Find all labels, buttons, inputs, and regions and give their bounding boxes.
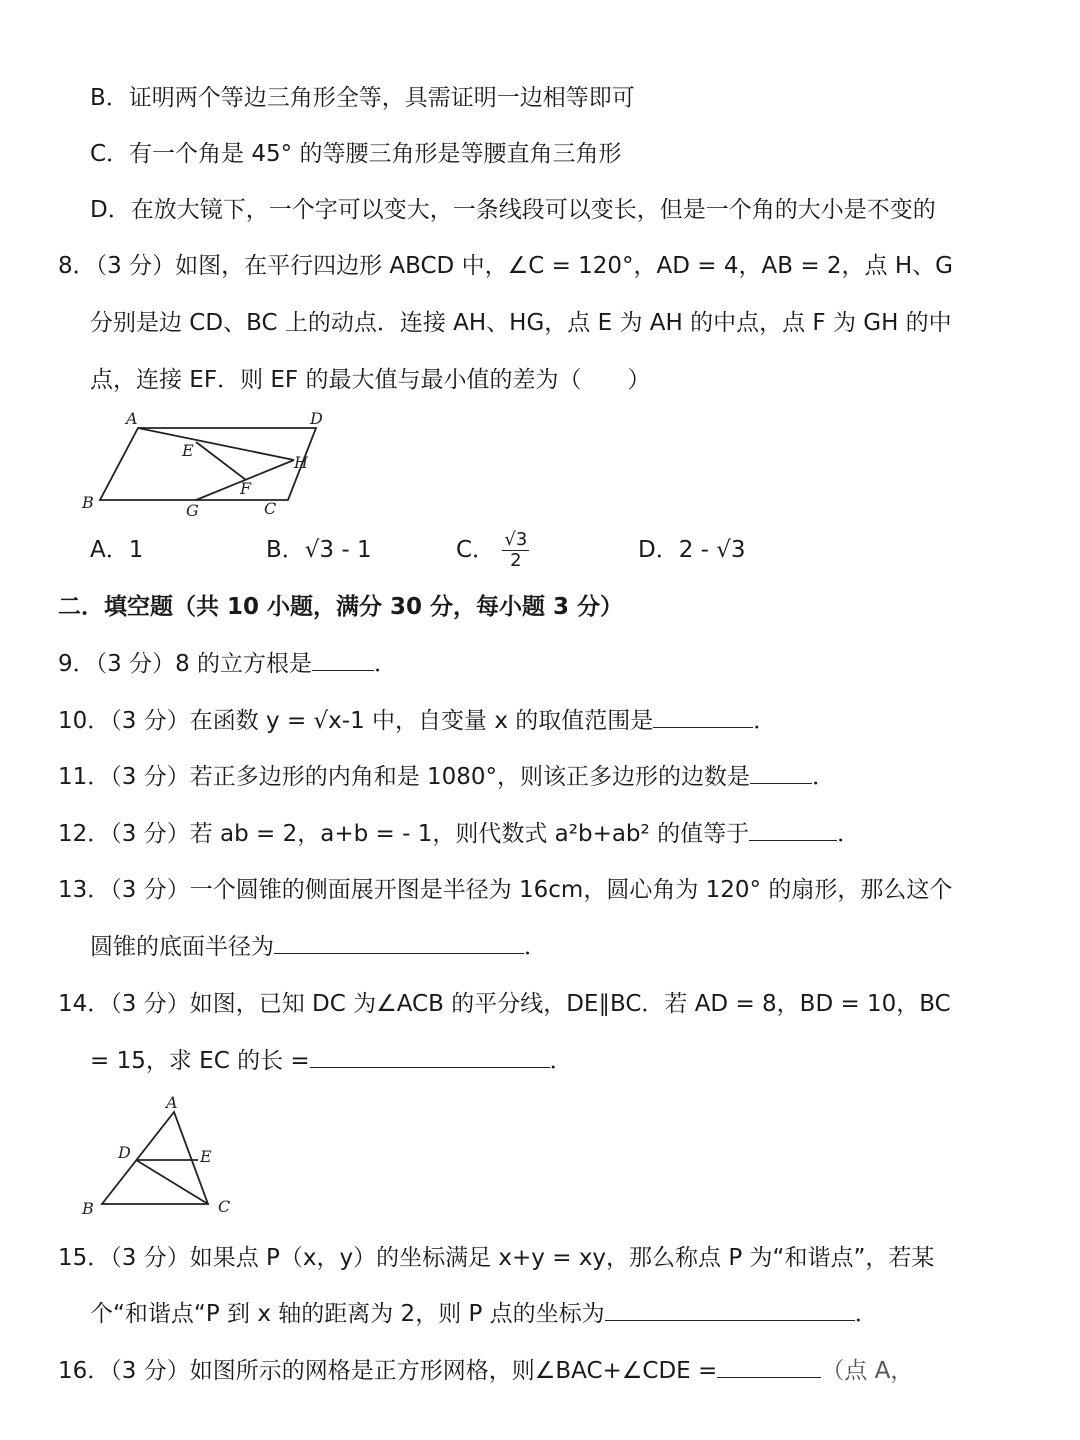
q12-answer-blank[interactable] [749,818,837,841]
q16-text: 16．（3 分）如图所示的网格是正方形网格，则∠BAC+∠CDE = [58,1358,718,1384]
q16 [58,1355,913,1387]
q7-option-c: C．有一个角是 45° 的等腰三角形是等腰直角三角形 [90,141,622,167]
q14-end: ． [549,1048,573,1074]
q7-option-b: B．证明两个等边三角形全等，具需证明一边相等即可 [90,85,635,111]
q11-answer-blank[interactable] [750,761,812,784]
q8-option-b [266,534,372,566]
q10-answer-blank[interactable] [653,705,753,728]
label-a: A [126,409,138,428]
fraction-denominator: 2 [510,550,522,571]
q8-option-d-prefix: D． [638,537,679,563]
q11-text: 11．（3 分）若正多边形的内角和是 1080°，则该正多边形的边数是 [58,764,751,790]
label-g: G [186,501,199,520]
label-b: B [82,1199,94,1218]
q8-option-c-prefix: C． [456,537,496,563]
label-c: C [218,1197,231,1216]
q14-line-2 [90,1045,573,1077]
q12-end: ． [837,821,861,847]
q13-line-2 [90,931,547,963]
q8-option-d [638,534,746,566]
fraction-numerator: √3 [504,529,528,550]
q15-answer-blank[interactable] [605,1298,855,1321]
q14-text: = 15，求 EC 的长 = [90,1048,310,1074]
label-e: E [182,441,194,460]
label-h: H [294,453,308,472]
label-f: F [240,479,252,498]
q9-text: 9．（3 分）8 的立方根是 [58,651,313,677]
segment-dc [136,1160,208,1204]
segment-ah [138,428,294,460]
q8-line-2: 分别是边 CD、BC 上的动点．连接 AH、HG，点 E 为 AH 的中点，点 F 为 GH 的中 [90,310,952,336]
q12-text: 12．（3 分）若 ab = 2，a+b = - 1，则代数式 a²b+ab² 的值等于 [58,821,750,847]
q9 [58,648,397,680]
q16-tail: （点 A， [821,1358,914,1384]
q8-option-d-value: 2 - √3 [678,537,746,563]
q16-answer-blank[interactable] [717,1355,821,1378]
q8-line-1: 8．（3 分）如图，在平行四边形 ABCD 中，∠C = 120°，AD = 4，AB = 2，点 H、G [58,253,953,279]
q14-triangle-figure [76,1092,246,1222]
q9-end: ． [374,651,398,677]
q11 [58,761,835,793]
q7-option-d: D．在放大镜下，一个字可以变大，一条线段可以变长，但是一个角的大小是不变的 [90,197,936,223]
q8-option-b-value: √3 - 1 [304,537,372,563]
q14-line-1: 14．（3 分）如图，已知 DC 为∠ACB 的平分线，DE∥BC．若 AD = 8，BD = 10，BC [58,991,951,1017]
q10 [58,705,776,737]
q8-option-c-fraction [502,530,529,571]
q8-parallelogram-figure [76,402,356,522]
q15-line-2 [90,1298,878,1330]
label-d: D [310,409,323,428]
q8-option-b-prefix: B． [266,537,305,563]
q15-text: 个“和谐点“P 到 x 轴的距离为 2，则 P 点的坐标为 [90,1301,605,1327]
q13-text: 圆锥的底面半径为 [90,934,274,960]
q13-line-1: 13．（3 分）一个圆锥的侧面展开图是半径为 16cm，圆心角为 120° 的扇形，那么这个 [58,877,953,903]
q8-option-a: A．1 [90,537,144,563]
q10-end: ． [753,708,777,734]
q13-end: ． [524,934,547,960]
q10-text: 10．（3 分）在函数 y = √x-1 中，自变量 x 的取值范围是 [58,708,654,734]
q12 [58,818,860,850]
label-e: E [200,1147,212,1166]
q13-answer-blank[interactable] [274,931,524,954]
q8-option-c [456,522,529,578]
label-a: A [166,1093,178,1112]
q15-line-1: 15．（3 分）如果点 P（x，y）的坐标满足 x+y = xy，那么称点 P 为“和谐点”，若某 [58,1245,935,1271]
q14-answer-blank[interactable] [310,1045,550,1068]
label-c: C [264,499,277,518]
label-d: D [118,1143,131,1162]
q15-end: ． [854,1301,878,1327]
q8-line-3: 点，连接 EF．则 EF 的最大值与最小值的差为（ ） [90,367,651,393]
q9-answer-blank[interactable] [312,648,374,671]
q11-end: ． [812,764,836,790]
label-b: B [82,493,94,512]
section-2-title: 二．填空题（共 10 小题，满分 30 分，每小题 3 分） [58,594,624,620]
